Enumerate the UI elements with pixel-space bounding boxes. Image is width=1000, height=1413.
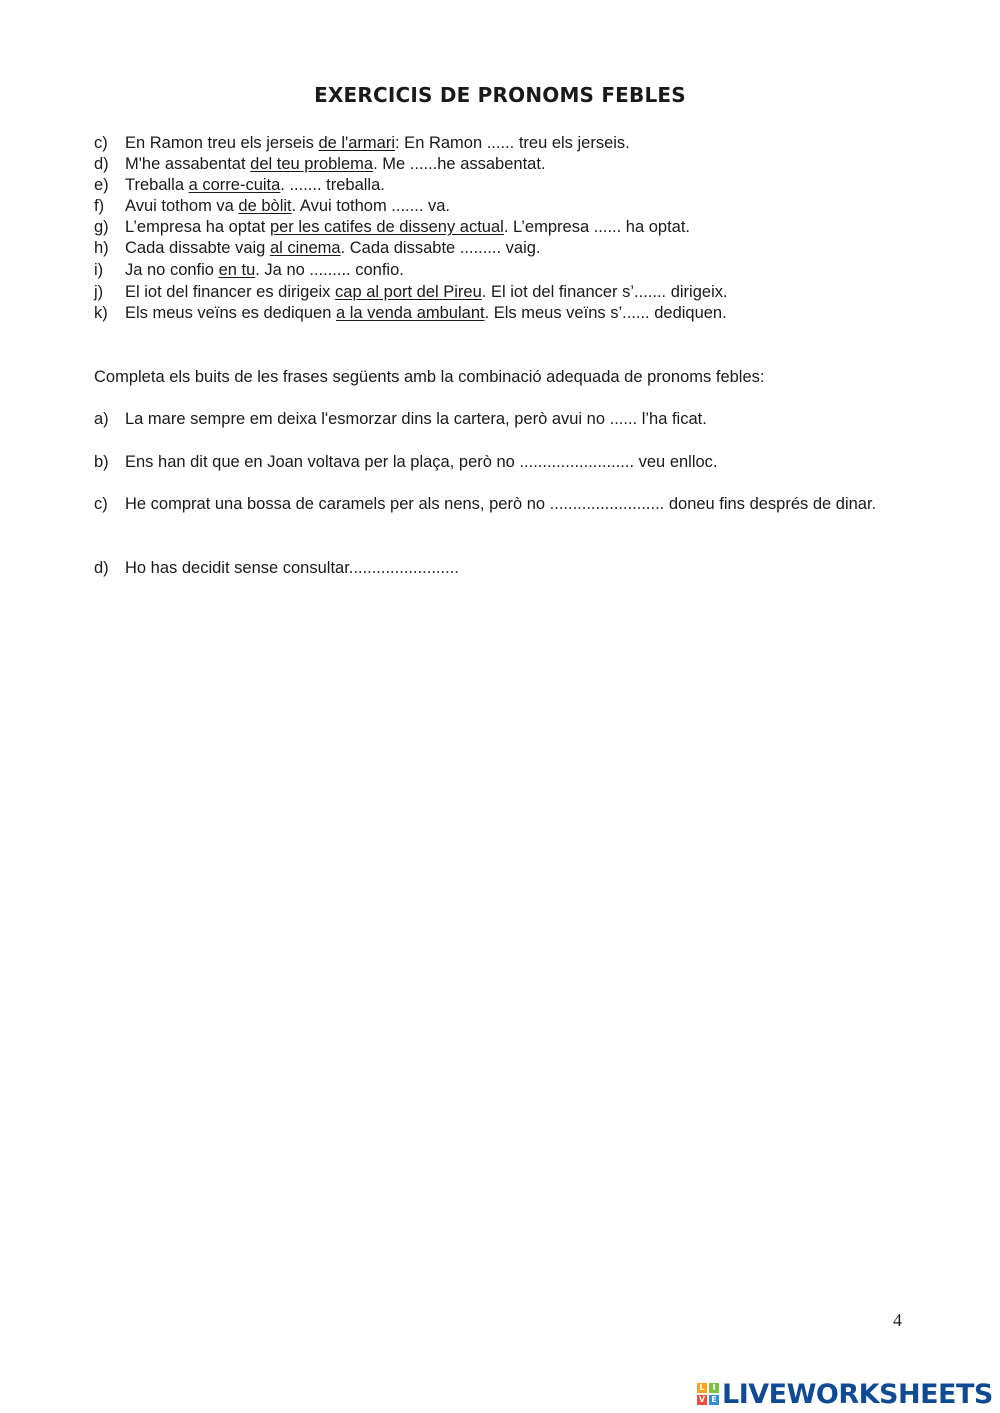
item-letter: d) bbox=[94, 155, 109, 173]
liveworksheets-logo[interactable] bbox=[697, 1378, 993, 1410]
exercise-item bbox=[94, 409, 707, 430]
item-text-post: . Els meus veïns s’...... dediquen. bbox=[484, 304, 727, 322]
item-underlined-phrase: de bòlit bbox=[238, 197, 292, 215]
item-text-pre: Els meus veïns es dediquen bbox=[125, 304, 336, 322]
item-text-pre: Ja no confio bbox=[125, 261, 219, 279]
item-text-post: . Me ......he assabentat. bbox=[373, 155, 546, 173]
logo-icon bbox=[697, 1383, 719, 1405]
item-text-pre: Avui tothom va bbox=[125, 197, 239, 215]
item-underlined-phrase: cap al port del Pireu bbox=[335, 283, 482, 301]
exercise-item bbox=[94, 133, 630, 154]
exercise-item bbox=[94, 196, 450, 217]
item-underlined-phrase: en tu bbox=[218, 261, 256, 279]
exercise-item bbox=[94, 238, 541, 259]
item-underlined-phrase: del teu problema bbox=[250, 155, 374, 173]
page-number: 4 bbox=[893, 1310, 902, 1330]
item-text: Ens han dit que en Joan voltava per la plaça, però no ......................... veu enlloc. bbox=[125, 453, 718, 471]
item-letter: e) bbox=[94, 176, 109, 194]
exercise-item bbox=[94, 282, 728, 303]
logo-letter-icon: E bbox=[709, 1395, 719, 1405]
item-letter: g) bbox=[94, 218, 109, 236]
item-letter: h) bbox=[94, 239, 109, 257]
instruction-text: Completa els buits de les frases següents amb la combinació adequada de pronoms febles: bbox=[94, 368, 765, 386]
item-letter: d) bbox=[94, 559, 109, 577]
exercise-item bbox=[94, 217, 690, 238]
item-letter: k) bbox=[94, 304, 108, 322]
page-title: EXERCICIS DE PRONOMS FEBLES bbox=[314, 83, 686, 107]
item-text: He comprat una bossa de caramels per als nens, però no ......................... doneu fins després de dinar. bbox=[125, 495, 877, 513]
item-text-post: . El iot del financer s’....... dirigeix. bbox=[481, 283, 728, 301]
logo-letter-icon: L bbox=[697, 1383, 707, 1393]
item-text: Ho has decidit sense consultar........................ bbox=[125, 559, 459, 577]
item-underlined-phrase: a corre-cuita bbox=[188, 176, 281, 194]
exercise-item bbox=[94, 558, 459, 579]
brand-text: LIVEWORKSHEETS bbox=[722, 1378, 993, 1410]
item-text-pre: Cada dissabte vaig bbox=[125, 239, 270, 257]
item-text-post: . Ja no ......... confio. bbox=[255, 261, 404, 279]
item-text-post: . Cada dissabte ......... vaig. bbox=[340, 239, 541, 257]
item-underlined-phrase: per les catifes de disseny actual bbox=[269, 218, 504, 236]
item-letter: f) bbox=[94, 197, 105, 215]
item-letter: j) bbox=[94, 283, 104, 301]
logo-letter-icon: I bbox=[709, 1383, 719, 1393]
exercise-item bbox=[94, 154, 546, 175]
item-letter: b) bbox=[94, 453, 109, 471]
exercise-item bbox=[94, 260, 404, 281]
item-text-pre: En Ramon treu els jerseis bbox=[125, 134, 319, 152]
item-text-pre: El iot del financer es dirigeix bbox=[125, 283, 336, 301]
exercise-item bbox=[94, 452, 718, 473]
item-text-pre: Treballa bbox=[125, 176, 189, 194]
item-text-post: : En Ramon ...... treu els jerseis. bbox=[395, 134, 630, 152]
item-underlined-phrase: a la venda ambulant bbox=[335, 304, 485, 322]
item-letter: i) bbox=[94, 261, 104, 279]
item-text-pre: L’empresa ha optat bbox=[125, 218, 270, 236]
item-letter: c) bbox=[94, 134, 108, 152]
exercise-item bbox=[94, 494, 904, 515]
exercise-item bbox=[94, 175, 385, 196]
item-underlined-phrase: al cinema bbox=[269, 239, 341, 257]
item-text: La mare sempre em deixa l'esmorzar dins la cartera, però avui no ...... l’ha ficat. bbox=[125, 410, 707, 428]
item-letter: c) bbox=[94, 495, 108, 513]
item-underlined-phrase: de l'armari bbox=[318, 134, 396, 152]
item-text-post: . ....... treballa. bbox=[280, 176, 385, 194]
exercise-item bbox=[94, 303, 727, 324]
item-text-post: . Avui tothom ....... va. bbox=[291, 197, 450, 215]
logo-letter-icon: V bbox=[698, 1395, 706, 1404]
item-text-post: . L’empresa ...... ha optat. bbox=[503, 218, 691, 236]
item-text-pre: M'he assabentat bbox=[125, 155, 251, 173]
item-letter: a) bbox=[94, 410, 109, 428]
